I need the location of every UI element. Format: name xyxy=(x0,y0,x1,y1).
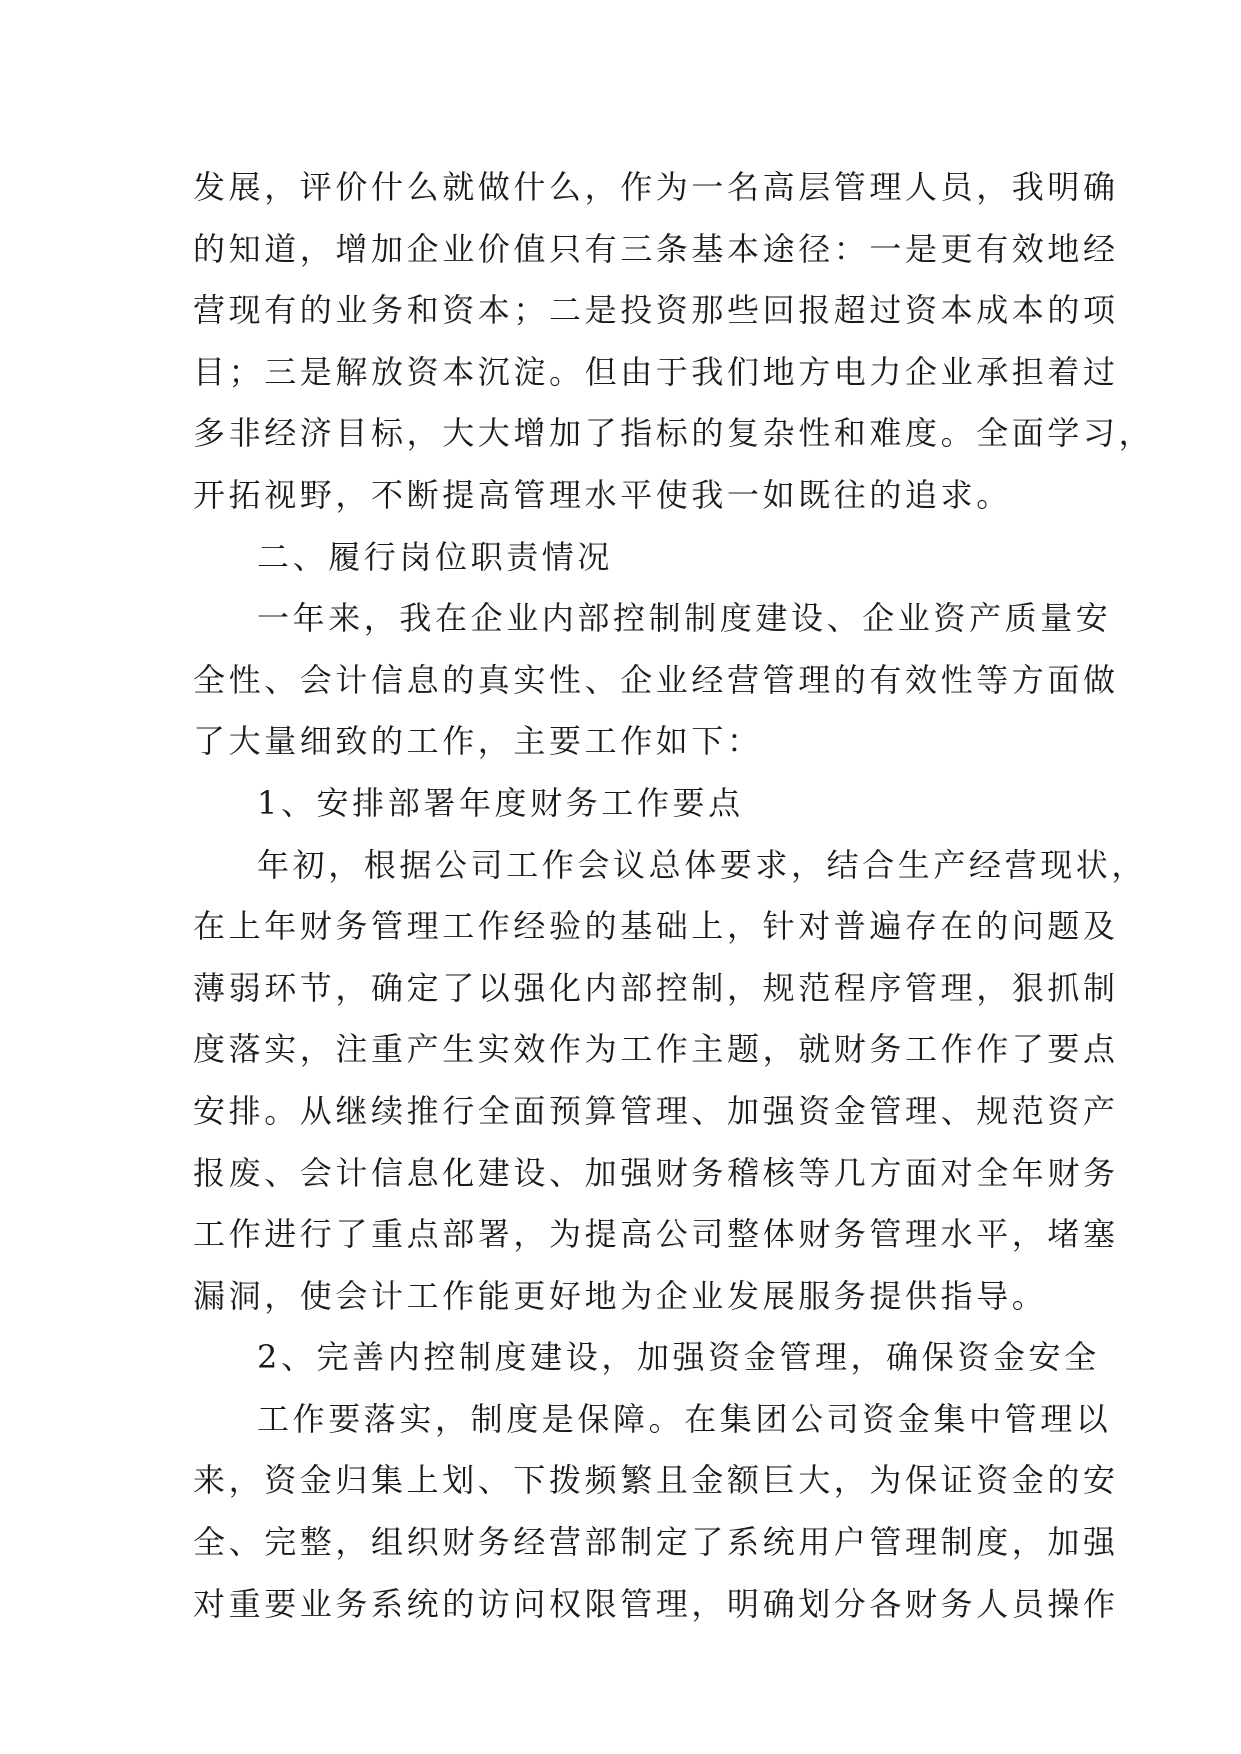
text-line: 对重要业务系统的访问权限管理，明确划分各财务人员操作 xyxy=(193,1584,1119,1623)
text-line: 全性、会计信息的真实性、企业经营管理的有效性等方面做 xyxy=(193,660,1119,699)
text-line: 在上年财务管理工作经验的基础上，针对普遍存在的问题及 xyxy=(193,907,1119,946)
text-line: 工作要落实，制度是保障。在集团公司资金集中管理以 xyxy=(257,1399,1112,1438)
text-line: 漏洞，使会计工作能更好地为企业发展服务提供指导。 xyxy=(193,1276,1048,1315)
document-body xyxy=(193,157,1155,1635)
text-line: 工作进行了重点部署，为提高公司整体财务管理水平，堵塞 xyxy=(193,1215,1119,1254)
subsection-heading: 1、安排部署年度财务工作要点 xyxy=(257,783,744,822)
text-line: 年初，根据公司工作会议总体要求，结合生产经营现状， xyxy=(257,845,1148,884)
text-line: 发展，评价什么就做什么，作为一名高层管理人员，我明确 xyxy=(193,168,1119,206)
text-line: 报废、会计信息化建设、加强财务稽核等几方面对全年财务 xyxy=(193,1153,1119,1192)
text-line: 来，资金归集上划、下拨频繁且金额巨大，为保证资金的安 xyxy=(193,1461,1119,1500)
text-line: 全、完整，组织财务经营部制定了系统用户管理制度，加强 xyxy=(193,1523,1119,1562)
text-line: 营现有的业务和资本；二是投资那些回报超过资本成本的项 xyxy=(193,291,1119,330)
text-line: 安排。从继续推行全面预算管理、加强资金管理、规范资产 xyxy=(193,1091,1119,1130)
subsection-heading: 2、完善内控制度建设，加强资金管理，确保资金安全 xyxy=(257,1338,1100,1377)
text-line: 了大量细致的工作，主要工作如下： xyxy=(193,722,763,761)
text-line: 度落实，注重产生实效作为工作主题，就财务工作作了要点 xyxy=(193,1030,1119,1069)
text-line: 开拓视野，不断提高管理水平使我一如既往的追求。 xyxy=(193,475,1012,514)
text-line: 一年来，我在企业内部控制制度建设、企业资产质量安 xyxy=(257,599,1112,638)
text-line: 薄弱环节，确定了以强化内部控制，规范程序管理，狠抓制 xyxy=(193,968,1119,1007)
section-heading: 二、履行岗位职责情况 xyxy=(257,537,614,576)
text-line: 目；三是解放资本沉淀。但由于我们地方电力企业承担着过 xyxy=(193,352,1119,391)
text-line: 多非经济目标，大大增加了指标的复杂性和难度。全面学习， xyxy=(193,414,1155,453)
text-line: 的知道，增加企业价值只有三条基本途径：一是更有效地经 xyxy=(193,229,1119,268)
